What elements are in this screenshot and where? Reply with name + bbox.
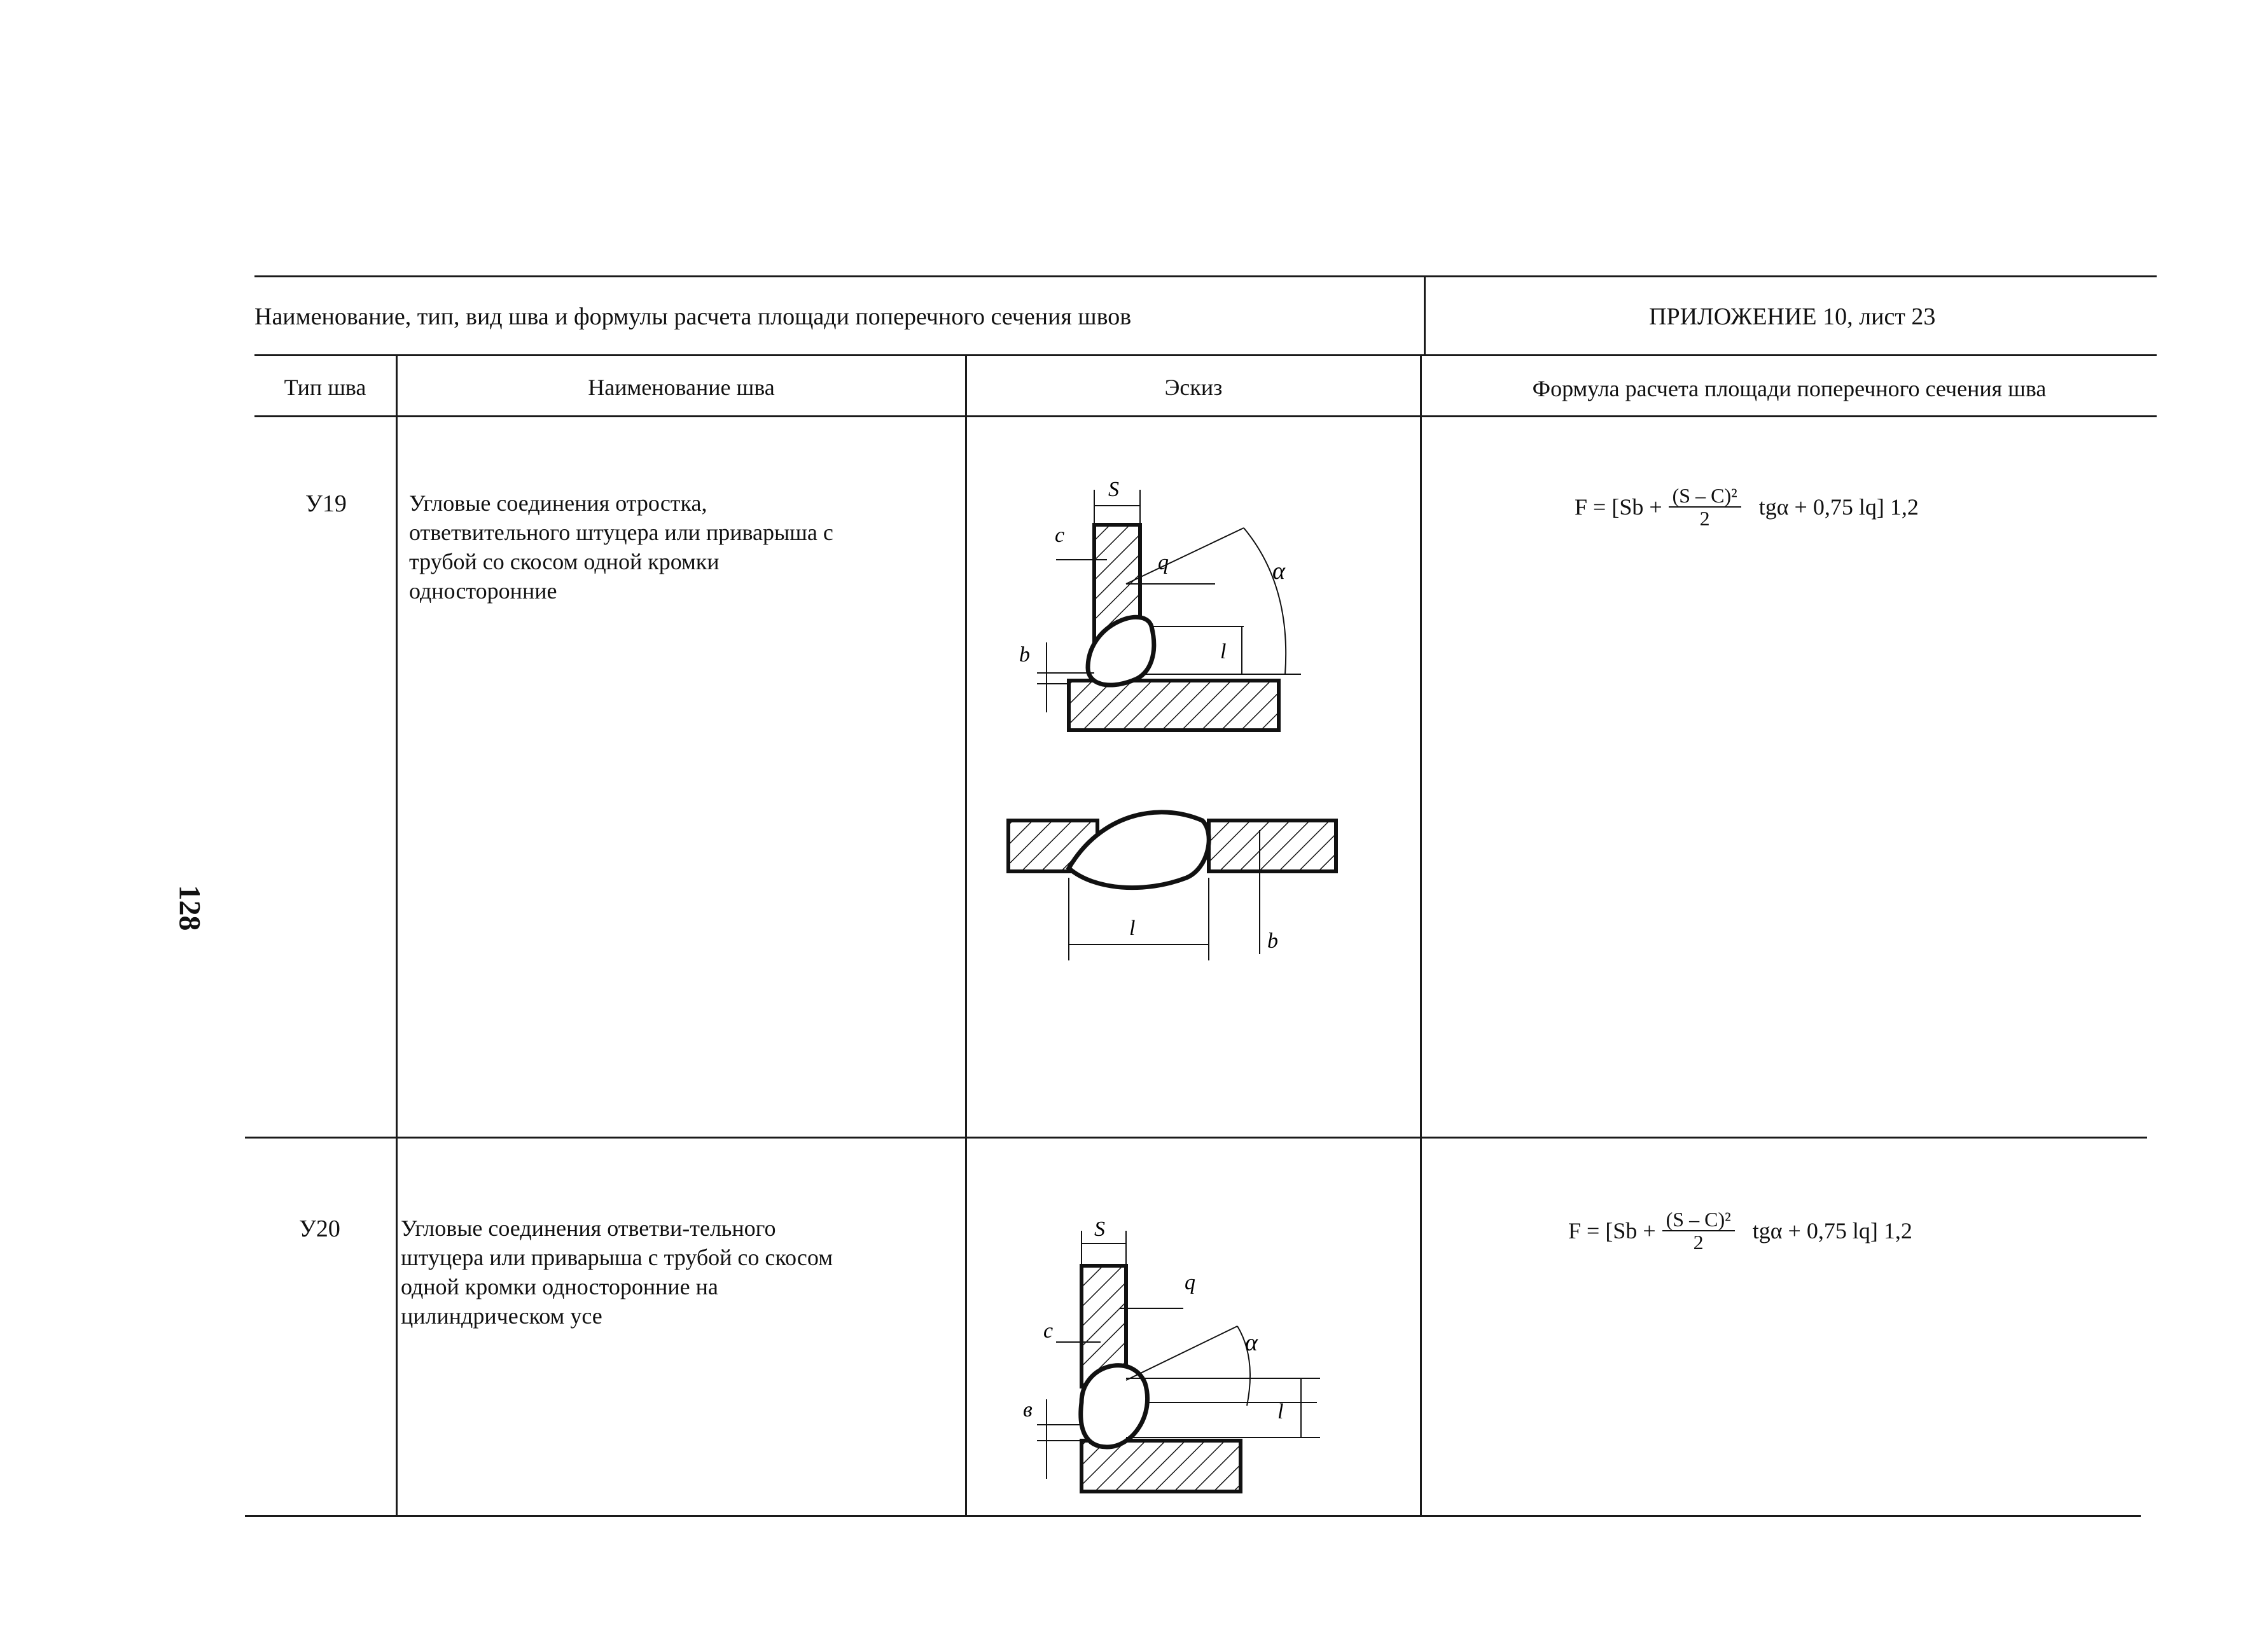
dim-s: S xyxy=(1108,478,1119,501)
formula-u20 xyxy=(1568,1208,1912,1253)
formula-u20-rhs: tgα + 0,75 lq] 1,2 xyxy=(1752,1218,1912,1243)
weld-bead-u20 xyxy=(1081,1366,1148,1447)
sketch-u20-t-joint xyxy=(1018,1212,1349,1498)
table-title: Наименование, тип, вид шва и формулы расчета площади поперечного сечения швов xyxy=(254,303,1132,330)
dim-alpha: α xyxy=(1272,558,1285,585)
dim-l-section: l xyxy=(1129,917,1136,940)
formula-u19-fraction xyxy=(1669,485,1741,529)
formula-u19-denominator: 2 xyxy=(1699,507,1710,530)
colheader-name: Наименование шва xyxy=(588,375,775,400)
row-name-u20: Угловые соединения ответви-тельного штуцера или приварыша с трубой со скосом одной кромки односторонние на цилиндрическом усе xyxy=(401,1215,833,1329)
formula-u19-rhs: tgα + 0,75 lq] 1,2 xyxy=(1758,494,1919,520)
row-separator-rule xyxy=(245,1137,2147,1139)
formula-u19-lhs: F = [Sb + xyxy=(1575,494,1662,520)
header-bottom-rule xyxy=(254,354,2157,356)
colheader-formula: Формула расчета площади поперечного сечения шва xyxy=(1532,376,2047,401)
table-top-rule xyxy=(254,275,2157,277)
formula-u20-numerator: (S – C)² xyxy=(1662,1208,1735,1231)
dim-alpha-u20: α xyxy=(1245,1329,1258,1356)
plate-right xyxy=(1209,820,1336,871)
dim-l: l xyxy=(1220,640,1227,663)
dim-q-u20: q xyxy=(1185,1271,1195,1294)
row-type-u19: У19 xyxy=(305,490,347,517)
dim-b: b xyxy=(1019,643,1030,667)
colheader-sketch: Эскиз xyxy=(1164,375,1223,400)
sketch-u19-t-joint xyxy=(1005,471,1361,751)
col-divider-type xyxy=(396,354,398,1516)
dim-l-u20: l xyxy=(1277,1400,1284,1423)
row-type-u20: У20 xyxy=(299,1215,340,1242)
colheader-type: Тип шва xyxy=(284,375,366,400)
dim-b-section: b xyxy=(1267,929,1278,953)
appendix-label: ПРИЛОЖЕНИЕ 10, лист 23 xyxy=(1649,303,1936,330)
row-name-u19: Угловые соединения отростка, ответвительного штуцера или приварыша с трубой со скосом одной кромки односторонние xyxy=(409,490,833,604)
formula-u19-numerator: (S – C)² xyxy=(1669,485,1741,508)
col-divider-name xyxy=(965,354,967,1516)
dim-s-u20: S xyxy=(1094,1217,1105,1241)
formula-u19 xyxy=(1575,485,1919,529)
sketch-u19-section xyxy=(1005,808,1361,973)
dim-b-u20: в xyxy=(1023,1398,1033,1422)
colheader-bottom-rule xyxy=(254,415,2157,417)
table-bottom-rule xyxy=(245,1515,2141,1517)
page-number: 128 xyxy=(172,885,207,931)
formula-u20-denominator: 2 xyxy=(1693,1231,1704,1254)
col-divider-header xyxy=(1424,275,1426,354)
dim-c: c xyxy=(1055,523,1065,547)
dim-c-u20: c xyxy=(1043,1319,1054,1343)
formula-u20-fraction xyxy=(1662,1208,1735,1253)
formula-u20-lhs: F = [Sb + xyxy=(1568,1218,1656,1243)
col-divider-sketch xyxy=(1420,354,1422,1516)
dim-q: q xyxy=(1158,551,1169,574)
base-plate xyxy=(1069,681,1279,730)
